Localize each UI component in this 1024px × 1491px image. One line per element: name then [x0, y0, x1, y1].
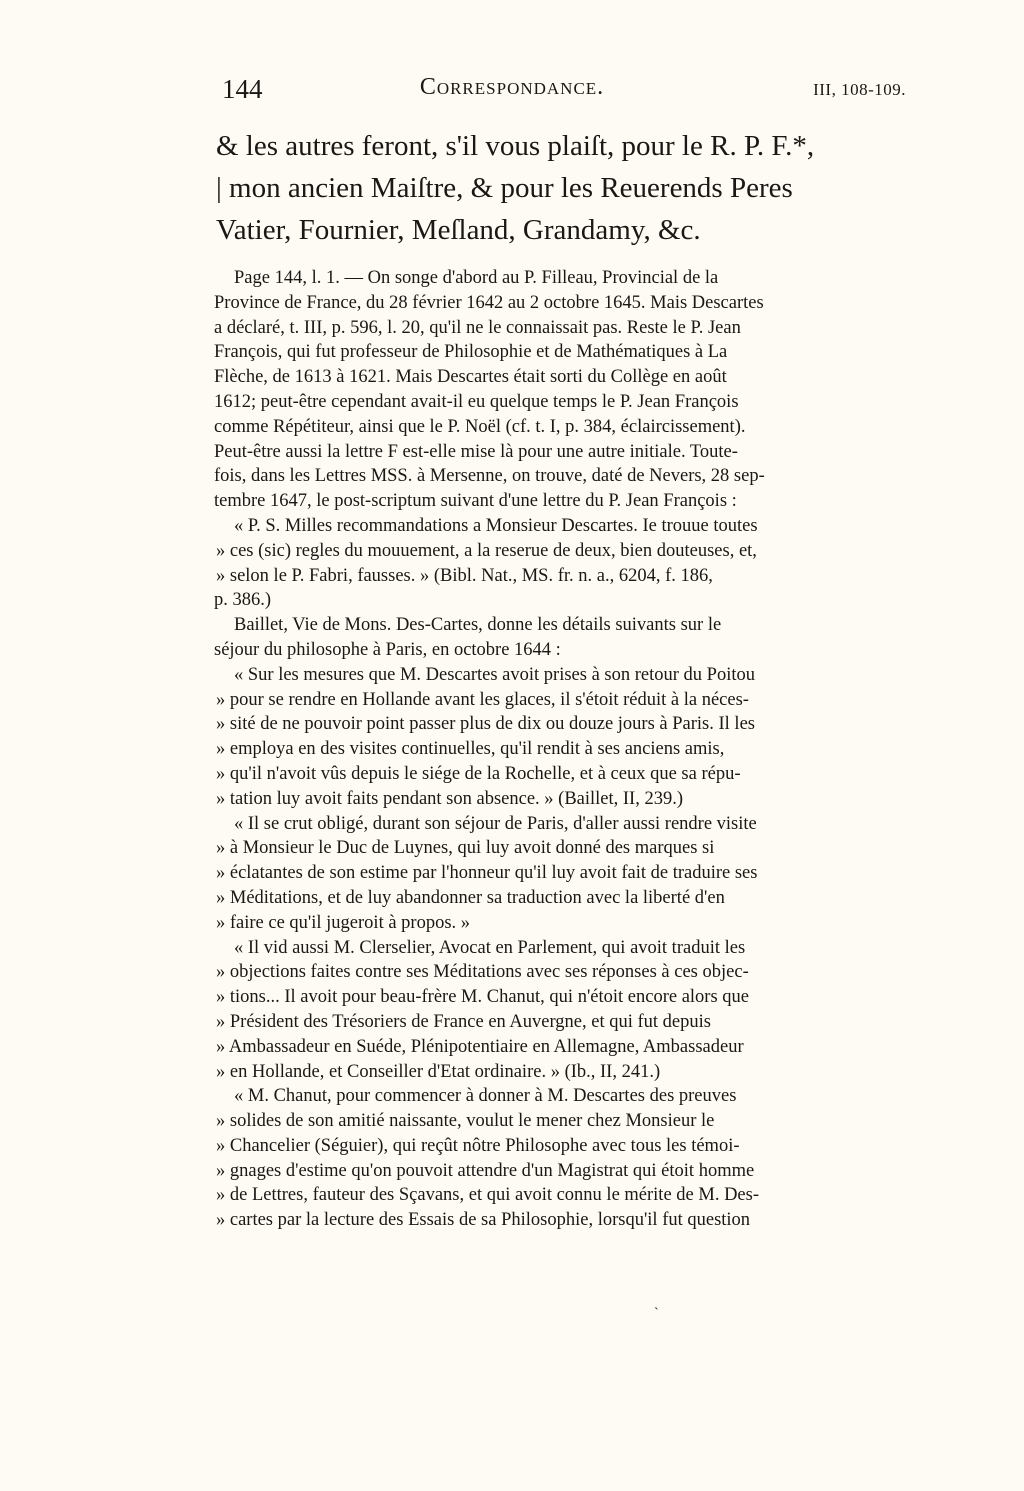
note-line: fois, dans les Lettres MSS. à Mersenne, on trouve, daté de Nevers, 28 sep- — [214, 466, 765, 487]
letter-text — [216, 125, 904, 251]
letter-line: & les autres feront, s'il vous plaiſt, pour le R. P. F.*, — [216, 130, 815, 162]
running-title: Correspondance. — [419, 74, 605, 100]
note-line: a déclaré, t. III, p. 596, l. 20, qu'il ne le connaissait pas. Reste le P. Jean — [214, 317, 741, 338]
note-line: « Il vid aussi M. Clerselier, Avocat en Parlement, qui avoit traduit les — [234, 937, 746, 958]
letter-line: | mon ancien Maiſtre, & pour les Reuerends Peres — [216, 172, 793, 204]
note-line: « Il se crut obligé, durant son séjour de Paris, d'aller aussi rendre visite — [234, 813, 757, 834]
note-line: » tation luy avoit faits pendant son absence. » (Baillet, II, 239.) — [216, 788, 684, 809]
note-line: « Sur les mesures que M. Descartes avoit prises à son retour du Poitou — [234, 664, 755, 685]
note-line: « M. Chanut, pour commencer à donner à M. Descartes des preuves — [234, 1086, 737, 1107]
note-line: » gnages d'estime qu'on pouvoit attendre d'un Magistrat qui étoit homme — [216, 1160, 755, 1181]
note-line: » cartes par la lecture des Essais de sa Philosophie, lorsqu'il fut question — [216, 1210, 751, 1231]
note-line: » éclatantes de son estime par l'honneur qu'il luy avoit fait de traduire ses — [216, 863, 758, 884]
letter-line: Vatier, Fournier, Meſland, Grandamy, &c. — [216, 214, 701, 246]
note-line: » Ambassadeur en Suéde, Plénipotentiaire en Allemagne, Ambassadeur — [216, 1036, 744, 1057]
note-line: » en Hollande, et Conseiller d'Etat ordinaire. » (Ib., II, 241.) — [216, 1061, 661, 1082]
note-line: » Méditations, et de luy abandonner sa traduction avec la liberté d'en — [216, 887, 725, 908]
note-line: séjour du philosophe à Paris, en octobre 1644 : — [214, 639, 561, 660]
note-line: » Président des Trésoriers de France en Auvergne, et qui fut depuis — [216, 1011, 711, 1032]
note-line: » sité de ne pouvoir point passer plus de dix ou douze jours à Paris. Il les — [216, 714, 755, 735]
note-line: Flèche, de 1613 à 1621. Mais Descartes était sorti du Collège en août — [214, 367, 727, 388]
note-line: » de Lettres, fauteur des Sçavans, et qui avoit connu le mérite de M. Des- — [216, 1185, 760, 1206]
volume-reference: III, 108-109. — [813, 80, 906, 99]
note-line: p. 386.) — [214, 590, 272, 611]
note-line: » pour se rendre en Hollande avant les glaces, il s'étoit réduit à la néces- — [216, 689, 749, 710]
note-line: Peut-être aussi la lettre F est-elle mise là pour une autre initiale. Toute- — [214, 441, 738, 462]
note-line: tembre 1647, le post-scriptum suivant d'une lettre du P. Jean François : — [214, 491, 737, 512]
note-line: comme Répétiteur, ainsi que le P. Noël (cf. t. I, p. 384, éclaircissement). — [214, 416, 746, 437]
note-line: » tions... Il avoit pour beau-frère M. Chanut, qui n'étoit encore alors que — [216, 987, 750, 1008]
note-line: « P. S. Milles recommandations a Monsieur Descartes. Ie trouue toutes — [234, 515, 758, 536]
note-line: 1612; peut-être cependant avait-il eu quelque temps le P. Jean François — [214, 391, 739, 412]
note-line: François, qui fut professeur de Philosophie et de Mathématiques à La — [214, 342, 728, 363]
note-line: Baillet, Vie de Mons. Des-Cartes, donne les détails suivants sur le — [234, 615, 722, 636]
note-line: » Chancelier (Séguier), qui reçût nôtre Philosophe avec tous les témoi- — [216, 1135, 740, 1156]
note-line: » faire ce qu'il jugeroit à propos. » — [216, 912, 471, 933]
note-line: Province de France, du 28 février 1642 au 2 octobre 1645. Mais Descartes — [214, 292, 764, 313]
note-line: » ces (sic) regles du mouuement, a la reserue de deux, bien douteuses, et, — [216, 540, 757, 561]
note-line: » objections faites contre ses Méditations avec ses réponses à ces objec- — [216, 962, 749, 983]
note-line: » solides de son amitié naissante, voulut le mener chez Monsieur le — [216, 1111, 715, 1132]
page-number: 144 — [222, 74, 263, 104]
editorial-notes — [214, 266, 904, 1233]
note-line: Page 144, l. 1. — On songe d'abord au P. Filleau, Provincial de la — [234, 268, 719, 288]
note-line: » employa en des visites continuelles, qu'il rendit à ses anciens amis, — [216, 739, 725, 760]
note-line: » à Monsieur le Duc de Luynes, qui luy avoit donné des marques si — [216, 838, 715, 859]
note-line: » qu'il n'avoit vûs depuis le siége de la Rochelle, et à ceux que sa répu- — [216, 763, 741, 784]
note-line: » selon le P. Fabri, fausses. » (Bibl. Nat., MS. fr. n. a., 6204, f. 186, — [216, 565, 713, 586]
speck-mark: ˋ — [654, 1306, 659, 1321]
running-header — [0, 72, 1024, 112]
